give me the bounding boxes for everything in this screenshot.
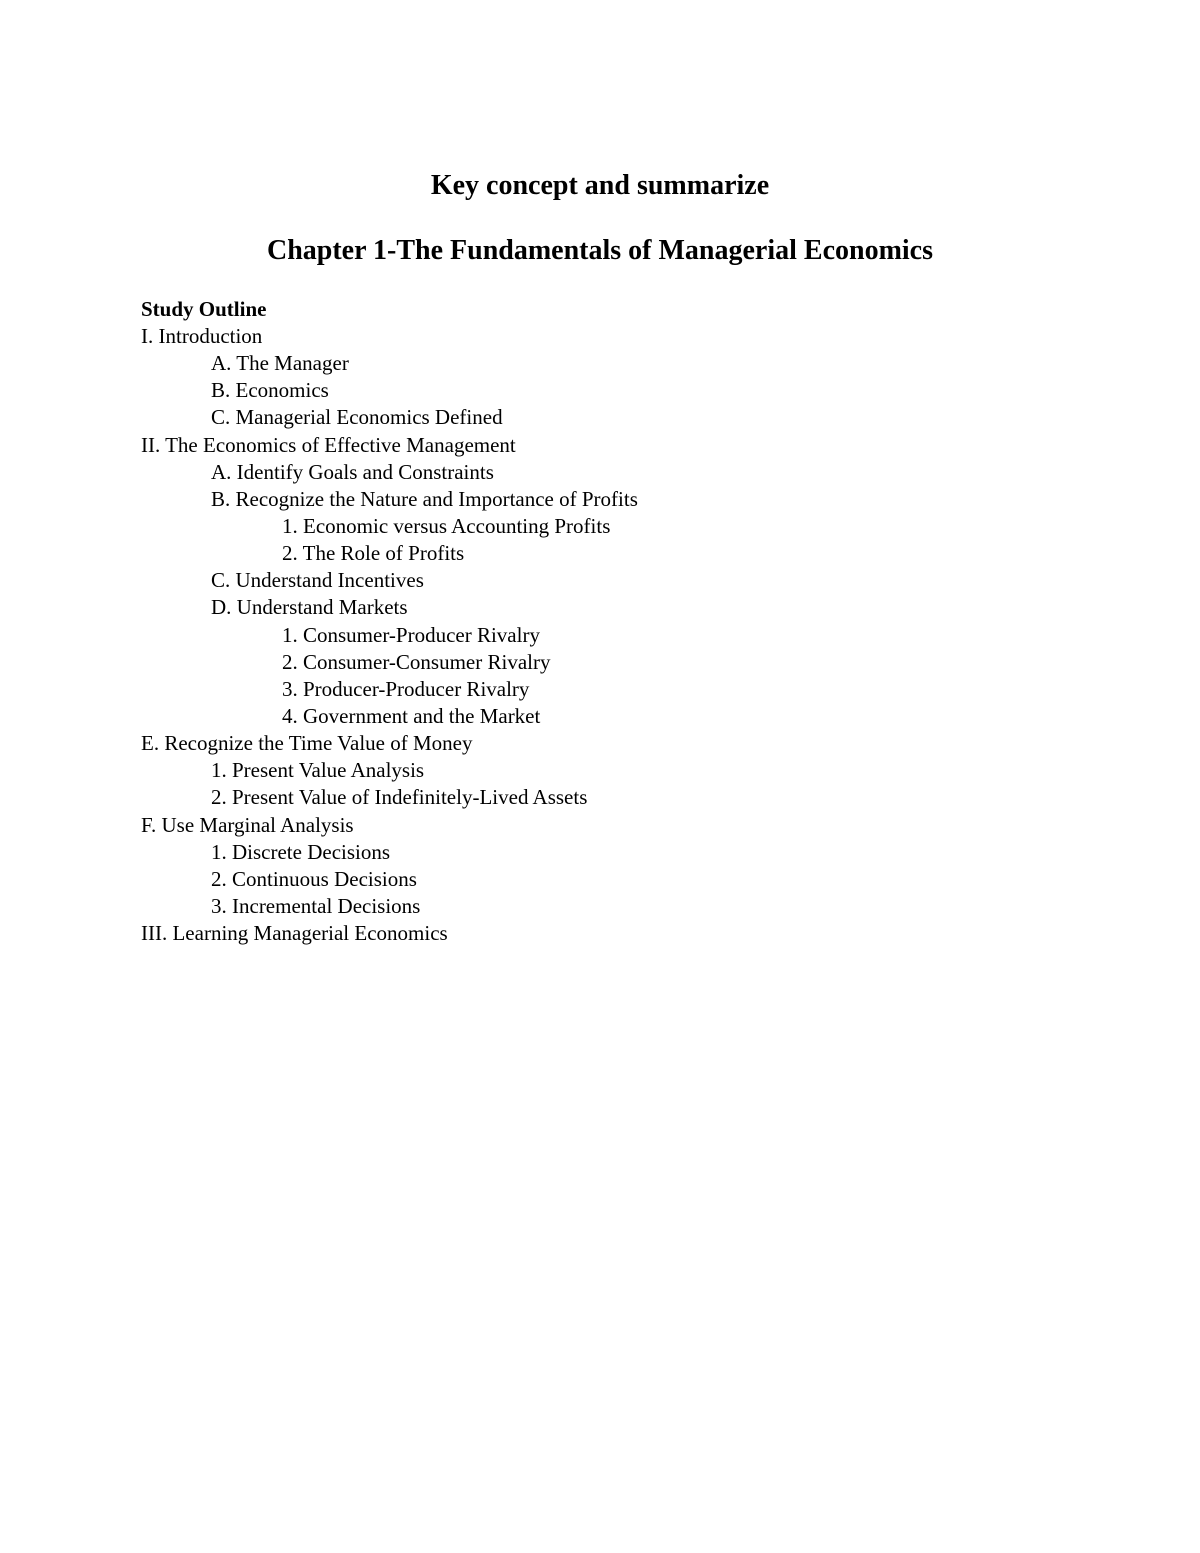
outline-item: E. Recognize the Time Value of Money (141, 731, 473, 756)
outline-item: III. Learning Managerial Economics (141, 921, 448, 946)
study-outline (141, 296, 1141, 947)
outline-item: 1. Present Value Analysis (211, 758, 425, 783)
outline-item: B. Recognize the Nature and Importance of Profits (211, 486, 638, 511)
outline-item: 3. Producer-Producer Rivalry (282, 676, 530, 701)
outline-item: 2. Consumer-Consumer Rivalry (282, 649, 551, 674)
outline-item: 4. Government and the Market (282, 703, 541, 728)
outline-item: 2. Present Value of Indefinitely-Lived Assets (211, 785, 588, 810)
outline-item: 2. Continuous Decisions (211, 866, 417, 891)
outline-item: 2. The Role of Profits (282, 541, 465, 566)
outline-heading: Study Outline (141, 297, 267, 321)
outline-item: 1. Economic versus Accounting Profits (282, 513, 611, 538)
outline-item: F. Use Marginal Analysis (141, 812, 354, 837)
document-title: Key concept and summarize (430, 170, 770, 201)
outline-item: C. Managerial Economics Defined (211, 405, 503, 430)
chapter-title: Chapter 1-The Fundamentals of Managerial Economics (266, 235, 934, 266)
outline-item: A. The Manager (211, 351, 349, 376)
outline-item: D. Understand Markets (211, 595, 408, 620)
outline-item: II. The Economics of Effective Management (141, 432, 516, 457)
outline-item: B. Economics (211, 378, 329, 403)
outline-list (141, 323, 1141, 947)
outline-item: I. Introduction (141, 324, 263, 348)
outline-item: 3. Incremental Decisions (211, 893, 421, 918)
outline-item: C. Understand Incentives (211, 568, 424, 593)
outline-item: 1. Consumer-Producer Rivalry (282, 622, 540, 647)
outline-item: A. Identify Goals and Constraints (211, 459, 494, 484)
outline-item: 1. Discrete Decisions (211, 839, 391, 864)
